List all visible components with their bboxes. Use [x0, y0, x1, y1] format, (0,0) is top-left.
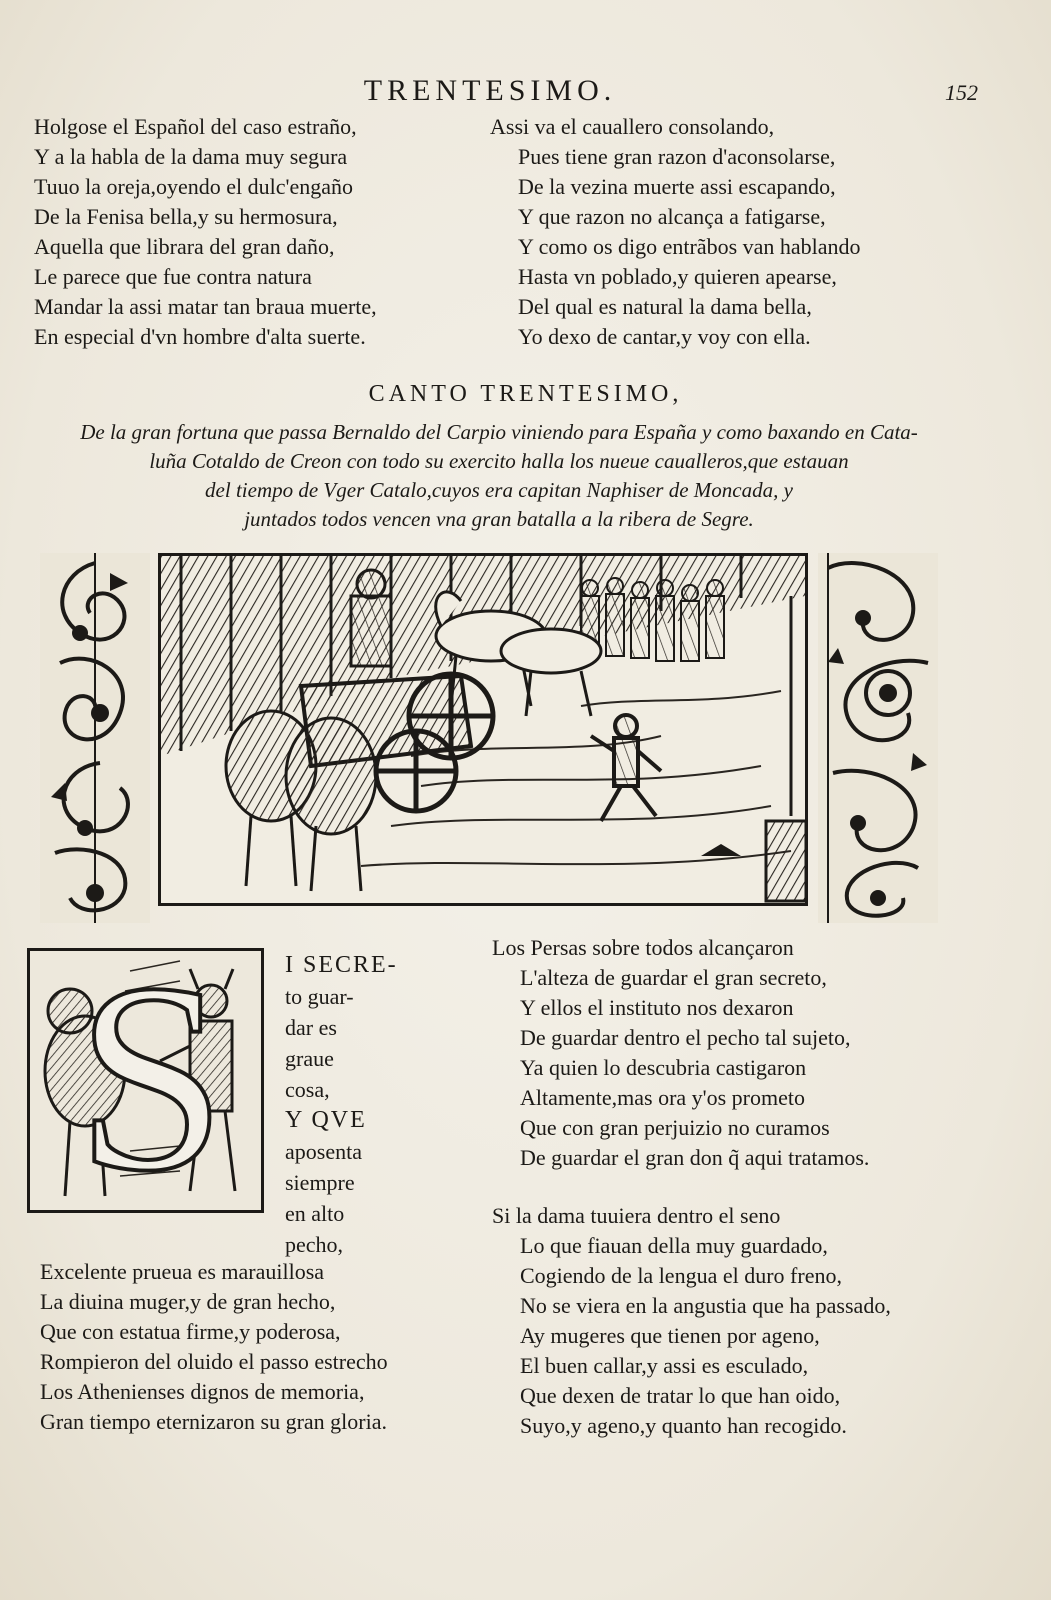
verse-line: cosa,	[285, 1077, 330, 1102]
woodcut-illustration-icon	[158, 553, 808, 906]
verse-line: dar es	[285, 1015, 337, 1040]
verse-line: Que con estatua firme,y poderosa,	[40, 1319, 341, 1344]
opening-stanza-below-initial	[40, 1257, 388, 1437]
verse-line: Y que razon no alcança a fatigarse,	[518, 204, 826, 229]
verse-line: Los Persas sobre todos alcançaron	[492, 935, 794, 960]
verse-line: I SECRE-	[285, 952, 398, 978]
stanza-top-right	[490, 112, 861, 352]
verse-line: Pues tiene gran razon d'aconsolarse,	[518, 144, 836, 169]
verse-line: De la Fenisa bella,y su hermosura,	[34, 204, 338, 229]
verse-line: Tuuo la oreja,oyendo el dulc'engaño	[34, 174, 354, 199]
verse-line: siempre	[285, 1170, 355, 1195]
verse-line: Suyo,y ageno,y quanto han recogido.	[520, 1413, 847, 1438]
argument-line: juntados todos vencen vna gran batalla a la ribera de Segre.	[244, 507, 754, 531]
verse-line: Hasta vn poblado,y quieren apearse,	[518, 264, 837, 289]
verse-line: Altamente,mas ora y'os prometo	[520, 1085, 806, 1110]
running-head: TRENTESIMO.	[363, 74, 617, 107]
verse-line: Rompieron del oluido el passo estrecho	[40, 1349, 388, 1374]
verse-line: Ay mugeres que tienen por ageno,	[520, 1323, 820, 1348]
verse-line: Que dexen de tratar lo que han oido,	[520, 1383, 841, 1408]
verse-line: Lo que fiauan della muy guardado,	[520, 1233, 828, 1258]
opening-stanza-beside-initial	[285, 950, 398, 1260]
verse-line: Holgose el Español del caso estraño,	[34, 114, 357, 139]
verse-line: No se viera en la angustia que ha passado,	[520, 1293, 891, 1318]
verse-line: Si la dama tuuiera dentro el seno	[492, 1203, 781, 1228]
verse-line: pecho,	[285, 1232, 344, 1257]
verse-line: Gran tiempo eternizaron su gran gloria.	[40, 1409, 387, 1434]
decorated-initial	[27, 948, 264, 1213]
verse-line: Los Athenienses dignos de memoria,	[40, 1379, 365, 1404]
verse-line: Cogiendo de la lengua el duro freno,	[520, 1263, 842, 1288]
verse-line: Que con gran perjuizio no curamos	[520, 1115, 830, 1140]
verse-line: Ya quien lo descubria castigaron	[520, 1055, 807, 1080]
argument-line: luña Cotaldo de Creon con todo su exercito halla los nueue caualleros,que estauan	[149, 449, 849, 473]
verse-line: De la vezina muerte assi escapando,	[518, 174, 836, 199]
verse-line: Y a la habla de la dama muy segura	[34, 144, 348, 169]
stanza-bottom-right-1	[492, 933, 869, 1173]
drop-cap-letter: S	[76, 948, 227, 1213]
verse-line: Mandar la assi matar tan braua muerte,	[34, 294, 377, 319]
verse-line: El buen callar,y assi es esculado,	[520, 1353, 809, 1378]
verse-line: Y como os digo entrãbos van hablando	[518, 234, 861, 259]
page-number: 152	[945, 80, 978, 105]
argument-line: del tiempo de Vger Catalo,cuyos era capitan Naphiser de Moncada, y	[205, 478, 793, 502]
verse-line: Del qual es natural la dama bella,	[518, 294, 812, 319]
verse-line: La diuina muger,y de gran hecho,	[40, 1289, 336, 1314]
argument-line: De la gran fortuna que passa Bernaldo del Carpio viniendo para España y como baxando en Cata-	[80, 420, 918, 444]
verse-line: Le parece que fue contra natura	[34, 264, 312, 289]
stanza-top-left	[34, 112, 377, 352]
verse-line: en alto	[285, 1201, 345, 1226]
floral-ornament-right-icon	[818, 553, 938, 923]
verse-line: En especial d'vn hombre d'alta suerte.	[34, 324, 366, 349]
canto-title: CANTO TRENTESIMO,	[368, 381, 683, 407]
verse-line: aposenta	[285, 1139, 362, 1164]
verse-line: Aquella que librara del gran daño,	[34, 234, 335, 259]
verse-line: Assi va el cauallero consolando,	[490, 114, 775, 139]
verse-line: Yo dexo de cantar,y voy con ella.	[518, 324, 811, 349]
verse-line: graue	[285, 1046, 334, 1071]
canto-argument	[14, 418, 984, 534]
verse-line: Excelente prueua es marauillosa	[40, 1259, 325, 1284]
verse-line: De guardar el gran don q̃ aqui tratamos.	[520, 1145, 870, 1170]
verse-line: L'alteza de guardar el gran secreto,	[520, 965, 827, 990]
verse-line: Y QVE	[285, 1107, 367, 1133]
stanza-bottom-right-2	[492, 1201, 891, 1441]
verse-line: De guardar dentro el pecho tal sujeto,	[520, 1025, 851, 1050]
verse-line: Y ellos el instituto nos dexaron	[520, 995, 794, 1020]
verse-line: to guar-	[285, 984, 354, 1009]
floral-ornament-left-icon	[40, 553, 150, 923]
